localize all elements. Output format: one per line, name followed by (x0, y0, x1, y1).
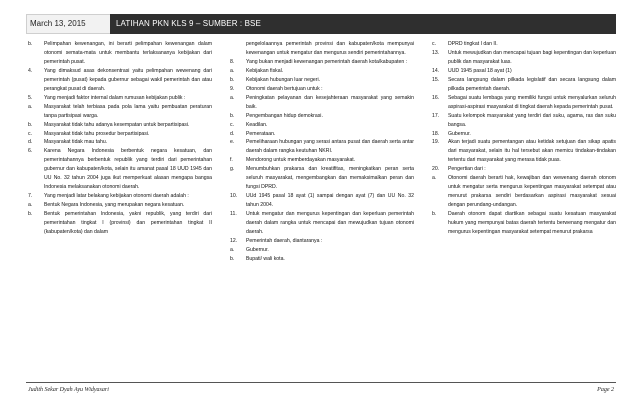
item-text: Pengembangan hidup demokrasi. (246, 112, 323, 119)
sub-item (230, 246, 414, 255)
item-text: Pengertian dari : (448, 166, 486, 173)
item-text: Masyarakat tidak mau tahu. (44, 139, 108, 146)
list-item (28, 94, 212, 103)
item-text: Menumbuhkan prakarsa dan kreatifitas, meningkatkan peran serta seluruh masyarakat, mengembangkan dan memaksimalkan peran dan fungsi DPRD. (246, 166, 414, 191)
list-item (432, 130, 616, 139)
item-text: Akan terjadi suatu pementangan atau ketidak setujuan dan sikap apatis dari masyarakat, selain itu hal tersebut akan memicu tindakan-tindakan tertentu dari masyarakat yang merasa tidak puas. (448, 139, 616, 164)
item-text: UUD 1945 pasal 18 ayat (1) (448, 67, 512, 74)
item-text: Mendorong untuk memberdayakan masyarakat. (246, 157, 356, 164)
item-text: Bentuk pemerintahan Indonesia, yakni republik, yang terdiri dari pemerintahan tingkat I (provinsi) dan pemerintahan tingkat II (kabupaten/kota) dan dalam (44, 211, 212, 236)
item-number: 5. (28, 94, 33, 101)
list-item (432, 165, 616, 174)
item-number: b. (230, 76, 235, 83)
column-1 (28, 40, 212, 378)
sub-item (28, 138, 212, 147)
item-text: Kebijakan hubungan luar negeri. (246, 76, 321, 83)
item-text: Secara langsung dalam pilkada legislatif dan secara langsung dalam pilkada pemerintah daerah. (448, 76, 616, 92)
item-text: Pemerintah daerah, diantaranya : (246, 237, 323, 244)
sub-item (230, 165, 414, 192)
header-title: LATIHAN PKN KLS 9 – SUMBER : BSE (110, 14, 616, 34)
item-text: Bentuk Negara Indonesia, yang merupakan negara kesatuan. (44, 202, 185, 209)
item-number: 4. (28, 67, 33, 74)
sub-item (28, 103, 212, 121)
item-text: Pemerataan. (246, 130, 276, 137)
item-number: 20. (432, 166, 440, 173)
sub-item (230, 156, 414, 165)
sub-item (28, 40, 212, 67)
list-item (230, 58, 414, 67)
item-text: pengelolaannya pemerintah provinsi dan kabupaten/kota mempunyai kewenangan untuk mengatur dan mengurus sendiri pemerintahannya. (246, 41, 414, 56)
item-text: Yang dimaksud asas dekonsentrasi yaitu pelimpahan wewenang dari pemerintah (pusat) kepada gubernur sebagai wakil pemerintah dan atau perangkat pusat di daerah. (44, 67, 212, 92)
list-item (230, 210, 414, 237)
list-item (432, 76, 616, 94)
item-number: 10. (230, 193, 238, 200)
sub-item (28, 201, 212, 210)
sub-item (28, 130, 212, 139)
column-2 (230, 40, 414, 378)
sub-item (432, 210, 616, 237)
item-number: 16. (432, 94, 440, 101)
item-text: Yang menjadi faktor internal dalam rumusan kebijakan publik : (44, 94, 186, 101)
item-text: Untuk mengatur dan mengurus kepentingan dan keperluan pemerintah daerah dalam rangka untuk mencapai dan mewujudkan tujuan otonomi daerah. (246, 211, 414, 236)
item-text: Yang menjadi latar belakang kebijakan otonomi daerah adalah : (44, 193, 189, 200)
item-number: c. (230, 121, 234, 128)
list-item (432, 67, 616, 76)
item-text: Masyarakat tidak tahu adanya kesempatan untuk berpartisipasi. (44, 121, 190, 128)
item-text: Untuk mewujudkan dan mencapai tujuan bagi kepentingan dan keperluan publik dan masyarakat luas. (448, 49, 616, 65)
sub-item (432, 174, 616, 210)
item-text: Pemeliharaan hubungan yang serasi antara pusat dan daerah serta antar daerah dalam rangka keutuhan NKRI. (246, 139, 414, 155)
item-text: Sebagai suatu lembaga yang memiliki fungsi untuk menyalurkan seluruh aspirasi-aspirasi masyarakat di tingkat daerah kepada pemerintah pusat. (448, 94, 616, 110)
item-number: 6. (28, 148, 33, 155)
item-number: 13. (432, 49, 440, 56)
item-number: b. (230, 112, 235, 119)
item-text: Masyarakat telah terbiasa pada pola lama yaitu pembuatan peraturan tanpa partisipasi warga. (44, 103, 212, 119)
sub-item (230, 130, 414, 139)
list-item (230, 237, 414, 246)
sub-item (230, 112, 414, 121)
item-number: c. (432, 41, 436, 47)
sub-item (28, 121, 212, 130)
item-text: Yang bukan menjadi kewenangan pemerintah daerah kota/kabupaten : (246, 58, 408, 65)
item-text: UUd 1945 pasal 18 ayat (1) sampai dengan ayat (7) dan UU No. 32 tahun 2004. (246, 193, 414, 209)
item-text: DPRD tingkat I dan II. (448, 41, 498, 47)
list-item (230, 192, 414, 210)
item-number: a. (230, 67, 235, 74)
list-item (432, 94, 616, 112)
item-number: g. (230, 166, 235, 173)
item-number: 9. (230, 85, 235, 92)
list-item (230, 85, 414, 94)
sub-item (230, 94, 414, 112)
sub-item (230, 121, 414, 130)
item-text: Bupati/ wali kota. (246, 255, 285, 262)
item-text: Otonomi daerah bertujuan untuk : (246, 85, 323, 92)
item-text: Keadilan. (246, 121, 268, 128)
item-text: Kebijakan fiskal. (246, 67, 284, 74)
item-text: Daerah otonom dapat diartikan sebagai suatu kesatuan masyarakat hukum yang mempunyai batas daerah tertentu berwenang mengatur dan mengurus kepentingan masyarakat setempat menurut prakarsa (448, 211, 616, 236)
item-number: 15. (432, 76, 440, 83)
item-text: Peningkatan pelayanan dan kesejahteraan masyarakat yang semakin baik. (246, 94, 414, 110)
list-item (230, 40, 414, 58)
item-number: b. (230, 255, 235, 262)
item-number: b. (28, 121, 33, 128)
list-item (432, 112, 616, 130)
list-item (432, 49, 616, 67)
item-number: 12. (230, 237, 238, 244)
item-text: Gubernur. (448, 130, 471, 137)
item-number: 18. (432, 130, 440, 137)
item-text: Suatu kelompok masyarakat yang terdiri dari suku, agama, ras dan suku bangsa. (448, 112, 616, 128)
item-number: a. (230, 94, 235, 101)
list-item (432, 138, 616, 165)
item-text: Masyarakat tidak tahu prosedur berpartisipasi. (44, 130, 150, 137)
document-body (28, 40, 616, 378)
item-number: 7. (28, 193, 33, 200)
item-number: a. (432, 175, 437, 182)
column-3 (432, 40, 616, 378)
item-number: a. (28, 103, 33, 110)
sub-item (230, 67, 414, 76)
item-number: 8. (230, 58, 235, 65)
sub-item (230, 76, 414, 85)
sub-item (28, 210, 212, 237)
item-number: 17. (432, 112, 440, 119)
footer-author: Judith Sekar Dyah Ayu Widyasari (28, 387, 109, 393)
item-number: b. (432, 211, 437, 218)
item-number: 11. (230, 211, 237, 218)
item-number: d. (28, 139, 33, 146)
page-footer (26, 382, 616, 397)
item-number: b. (28, 41, 33, 47)
item-number: a. (230, 246, 235, 253)
item-number (230, 40, 246, 58)
sub-item (432, 40, 616, 49)
header-date: March 13, 2015 (26, 14, 110, 34)
page-header (26, 14, 616, 34)
sub-item (230, 138, 414, 156)
list-item (28, 67, 212, 94)
item-number: c. (28, 130, 32, 137)
list-item (28, 147, 212, 192)
item-text: Gubernur. (246, 246, 269, 253)
item-number: f. (230, 157, 233, 164)
item-number: d. (230, 130, 235, 137)
list-item (28, 192, 212, 201)
item-number: a. (28, 202, 33, 209)
item-number: 19. (432, 139, 440, 146)
footer-page-number: Page 2 (597, 387, 614, 393)
item-number: 14. (432, 67, 440, 74)
item-number: e. (230, 139, 235, 146)
item-number: b. (28, 211, 33, 218)
sub-item (230, 255, 414, 264)
item-text: Karena Negara Indonesia berbentuk negara kesatuan, dan pemerintahannya berbentuk republik yang terdiri dari pemerintahan gubernur dan kabupaten/kota, selain itu amanat pasal 18 UUD 1945 dan UU No. 32 tahun 2004 juga ikut memperkuat alasan mengapa bangsa Indonesia melaksanakan otonomi daerah. (44, 148, 212, 191)
item-text: Pelimpahan kewenangan, ini berarti pelimpahan kewenangan dalam otonomi semata-mata untuk membantu terlaksananya kebijakan dari pemerintah pusat. (44, 41, 212, 65)
item-text: Otonomi daerah berarti hak, kewajiban dan wewenang daerah otonom untuk mengatur serta mengurus kepentingan masyarakat setempat atau menurut prakarsa sendiri berdasarkan aspirasi masyarakat sesuai dengan perundang-undangan. (448, 175, 616, 209)
